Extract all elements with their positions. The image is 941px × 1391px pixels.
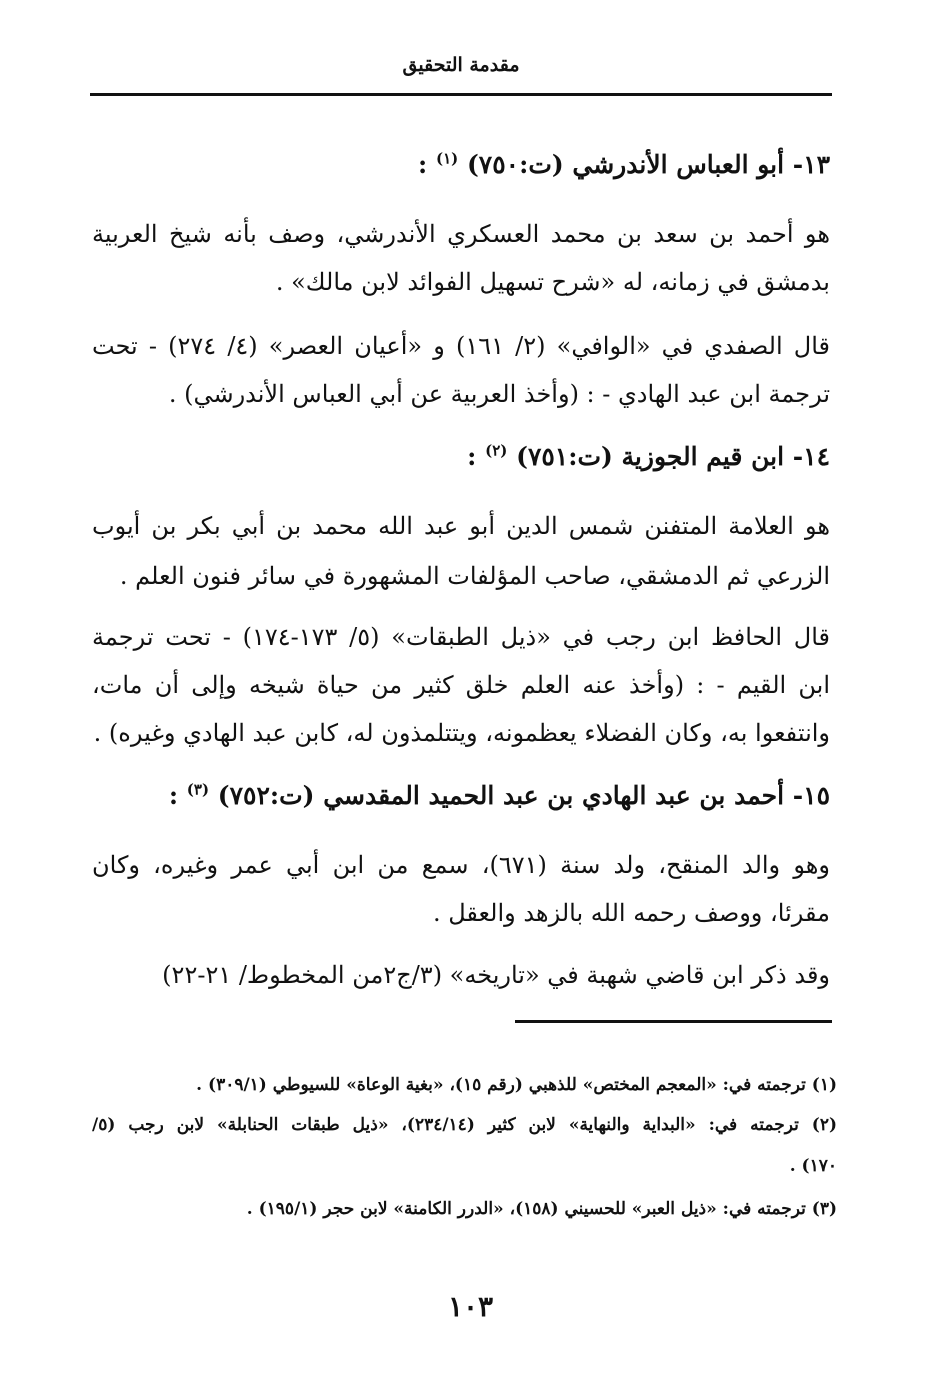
- body-line: وقد ذكر ابن قاضي شهبة في «تاريخه» (٣/ج٢من المخطوط/ ٢١-٢٢): [162, 961, 830, 989]
- section-heading-13: ١٣- أبو العباس الأندرشي (ت:٧٥٠) $^{(١)}$ :: [418, 149, 830, 179]
- body-line: ترجمة ابن عبد الهادي - : (وأخذ العربية عن أبي العباس الأندرشي) .: [168, 380, 830, 408]
- body-line: وانتفعوا به، وكان الفضلاء يعظمونه، ويتتلمذون له، كابن عبد الهادي وغيره) .: [93, 719, 830, 747]
- page-number: ١٠٣: [447, 1290, 494, 1323]
- body-line: قال الصفدي في «الوافي» (٢/ ١٦١) و «أعيان العصر» (٤/ ٢٧٤) - تحت: [92, 332, 830, 360]
- body-line: ابن القيم - : (وأخذ عنه العلم خلق كثير من حياة شيخه وإلى أن مات،: [92, 671, 830, 699]
- footnote-3: (٣) ترجمته في: «ذيل العبر» للحسيني (١٥٨)، «الدرر الكامنة» لابن حجر (١٩٥/١) .: [246, 1199, 837, 1219]
- body-line: وهو والد المنقح، ولد سنة (٦٧١)، سمع من ابن أبي عمر وغيره، وكان: [92, 851, 831, 879]
- body-line: الزرعي ثم الدمشقي، صاحب المؤلفات المشهورة في سائر فنون العلم .: [119, 562, 830, 590]
- body-line: بدمشق في زمانه، له «شرح تسهيل الفوائد لابن مالك» .: [275, 268, 830, 296]
- running-title: مقدمة التحقيق: [402, 54, 520, 76]
- footnote-ref-2[interactable]: (٢): [485, 441, 508, 460]
- section-heading-15: ١٥- أحمد بن عبد الهادي بن عبد الحميد المقدسي (ت:٧٥٢) $^{(٣)}$ :: [168, 780, 830, 810]
- header-rule: [90, 93, 832, 96]
- footnote-separator: [515, 1020, 832, 1023]
- footnote-ref-1[interactable]: (١): [435, 149, 459, 168]
- footnote-ref-3[interactable]: (٣): [186, 780, 210, 799]
- body-line: مقرئا، ووصف رحمه الله بالزهد والعقل .: [432, 899, 830, 927]
- body-line: هو العلامة المتفنن شمس الدين أبو عبد الله محمد بن أبي بكر بن أيوب: [92, 512, 830, 540]
- section-heading-14: ١٤- ابن قيم الجوزية (ت:٧٥١) $^{(٢)}$ :: [467, 441, 830, 471]
- body-line: هو أحمد بن سعد بن محمد العسكري الأندرشي، وصف بأنه شيخ العربية: [92, 220, 830, 248]
- footnote-1: (١) ترجمته في: «المعجم المختص» للذهبي (رقم ١٥)، «بغية الوعاة» للسيوطي (٣٠٩/١) .: [196, 1075, 837, 1095]
- footnote-2: (٢) ترجمته في: «البداية والنهاية» لابن كثير (٢٣٤/١٤)، «ذيل طبقات الحنابلة» لابن رجب (٥/: [92, 1115, 837, 1135]
- body-line: قال الحافظ ابن رجب في «ذيل الطبقات» (٥/ ١٧٣-١٧٤) - تحت ترجمة: [92, 623, 830, 651]
- footnote-2-continuation: ١٧٠) .: [789, 1156, 837, 1176]
